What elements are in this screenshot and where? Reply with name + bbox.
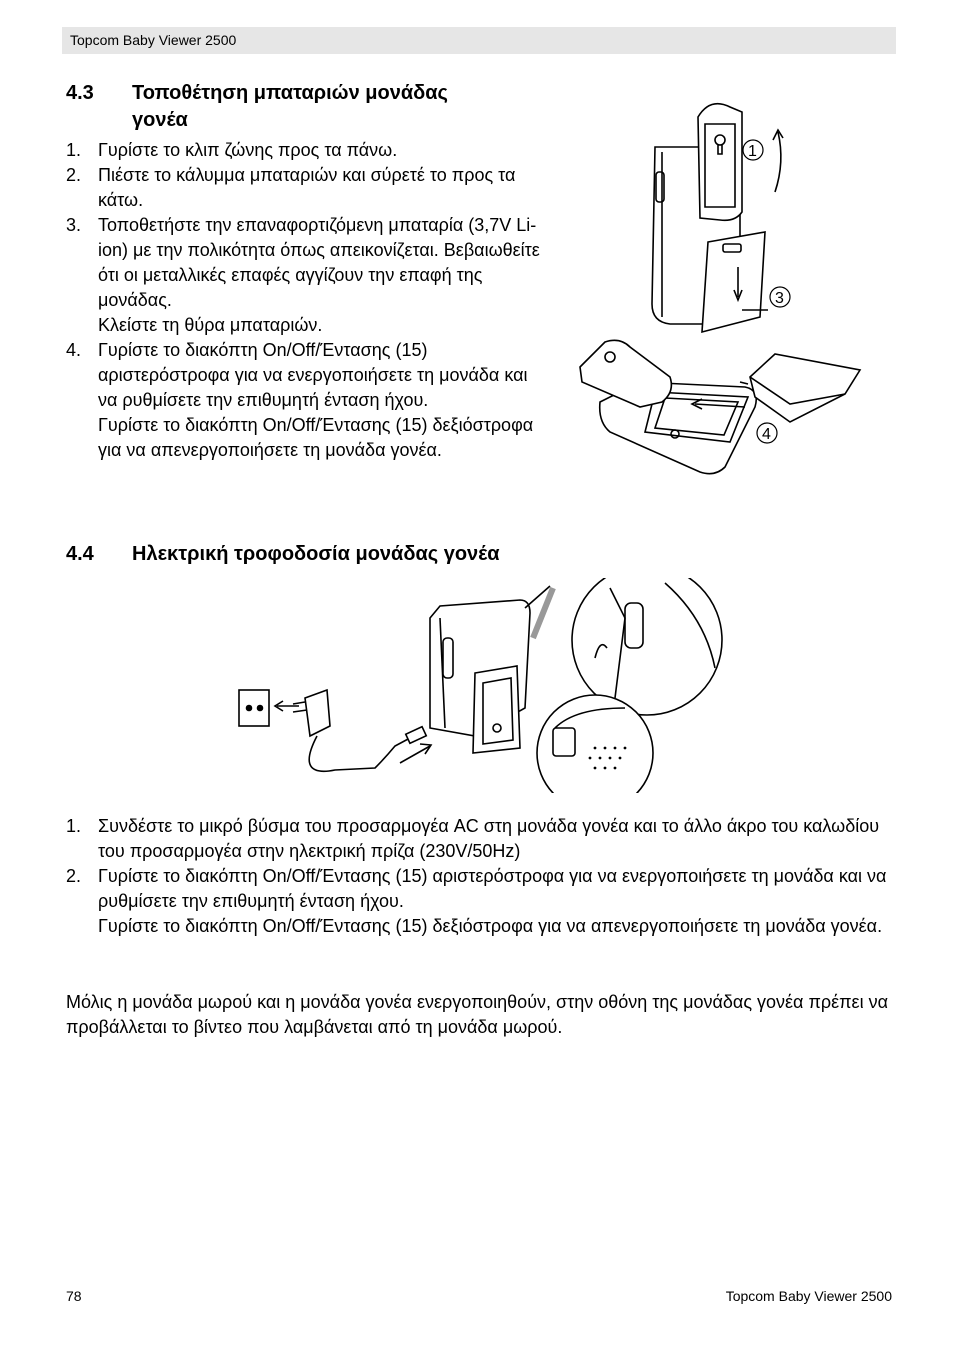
item-text: Συνδέστε το μικρό βύσμα του προσαρμογέα AC στη μονάδα γονέα και το άλλο άκρο του καλωδίου του προσαρμογέα στην ηλεκτρική πρίζα (230V/50Hz)	[98, 816, 880, 861]
item-number: 4.	[66, 340, 82, 360]
power-supply-illustration	[235, 578, 725, 793]
running-header	[62, 27, 896, 54]
list-item	[66, 864, 896, 939]
list-item	[66, 338, 550, 463]
list-item	[66, 814, 896, 864]
item-number: 3.	[66, 215, 82, 235]
item-text: Τοποθετήστε την επαναφορτιζόμενη μπαταρία (3,7V Li-ion) με την πολικότητα όπως απεικονίζεται. Βεβαιωθείτε ότι οι μεταλλικές επαφές αγγίζουν την επαφή της μονάδας.	[98, 215, 540, 310]
callout-3: 3	[775, 290, 784, 307]
callout-4: 4	[762, 426, 771, 443]
section-number: 4.4	[66, 543, 94, 565]
item-note: Γυρίστε το διακόπτη On/Off/Έντασης (15) δεξιόστροφα για να απενεργοποιήσετε τη μονάδα γονέα.	[98, 916, 883, 936]
closing-paragraph: Μόλις η μονάδα μωρού και η μονάδα γονέα ενεργοποιηθούν, στην οθόνη της μονάδας γονέα πρέπει να προβάλλεται το βίντεο που λαμβάνεται από τη μονάδα μωρού.	[66, 992, 888, 1037]
section-number: 4.3	[66, 82, 94, 104]
item-number: 2.	[66, 866, 82, 886]
list-item	[66, 163, 550, 213]
section-title: Τοποθέτηση μπαταριών μονάδας	[132, 82, 448, 104]
item-text: Γυρίστε το διακόπτη On/Off/Έντασης (15) αριστερόστροφα για να ενεργοποιήσετε τη μονάδα και να ρυθμίσετε την επιθυμητή ένταση ήχου.	[98, 340, 528, 410]
section-title-line2: γονέα	[132, 109, 188, 131]
item-number: 2.	[66, 165, 82, 185]
section-title: Ηλεκτρική τροφοδοσία μονάδας γονέα	[132, 543, 500, 565]
battery-steps-list	[66, 138, 550, 463]
power-steps-list	[66, 814, 896, 939]
item-note: Κλείστε τη θύρα μπαταριών.	[98, 315, 323, 335]
footer-title: Topcom Baby Viewer 2500	[725, 1288, 892, 1304]
item-text: Πιέστε το κάλυμμα μπαταριών και σύρετέ το προς τα κάτω.	[98, 165, 516, 210]
page-number: 78	[66, 1288, 82, 1304]
section-4-4-heading	[66, 541, 666, 568]
battery-installation-illustration	[570, 92, 870, 482]
list-item	[66, 138, 550, 163]
item-note: Γυρίστε το διακόπτη On/Off/Έντασης (15) δεξιόστροφα για να απενεργοποιήσετε τη μονάδα γονέα.	[98, 415, 534, 460]
header-title: Topcom Baby Viewer 2500	[70, 32, 237, 48]
item-text: Γυρίστε το κλιπ ζώνης προς τα πάνω.	[98, 140, 398, 160]
callout-1: 1	[748, 143, 757, 160]
item-number: 1.	[66, 140, 82, 160]
item-number: 1.	[66, 816, 82, 836]
section-4-3-heading	[66, 80, 546, 136]
item-text: Γυρίστε το διακόπτη On/Off/Έντασης (15) αριστερόστροφα για να ενεργοποιήσετε τη μονάδα και να ρυθμίσετε την επιθυμητή ένταση ήχου.	[98, 866, 887, 911]
list-item	[66, 213, 550, 338]
